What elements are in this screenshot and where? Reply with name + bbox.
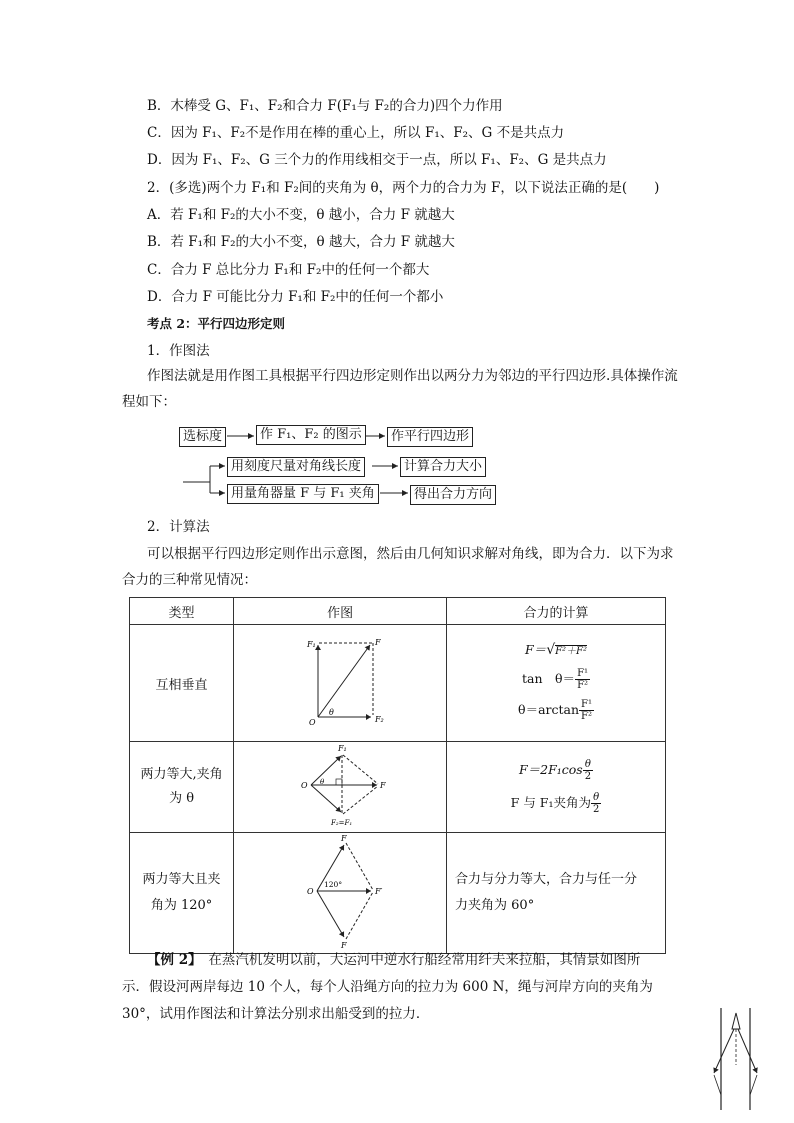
row1-diagram bbox=[234, 625, 447, 742]
equal-forces-diagram bbox=[235, 742, 445, 828]
formula-f-cos-lhs: F＝2F₁cos bbox=[518, 762, 583, 777]
formula-arctan-den: F² bbox=[581, 711, 592, 722]
label-o: O bbox=[309, 718, 316, 727]
formula-cos-num: θ bbox=[583, 759, 593, 771]
label-f2: F₂ bbox=[375, 715, 384, 724]
method-2-description: 可以根据平行四边形定则作出示意图，然后由几何知识求解对角线，即为合力．以下为求合力的三种常见情况： bbox=[122, 546, 674, 588]
label-theta: θ bbox=[320, 778, 325, 786]
example-2-text1: 在蒸汽机发明以前，大运河中逆水行船经常用纤夫来拉船，其情景如图所 bbox=[194, 952, 641, 968]
label-theta: θ bbox=[329, 708, 334, 717]
row2-type-line1: 两力等大,夹角 bbox=[140, 767, 223, 782]
label-f2: F₂=F₁ bbox=[331, 819, 353, 827]
river-boat-figure bbox=[700, 1005, 770, 1115]
flow-box-parallelogram: 作平行四边形 bbox=[387, 427, 473, 447]
flow-box-direction: 得出合力方向 bbox=[410, 485, 496, 505]
formula-angle-den: 2 bbox=[592, 804, 600, 815]
example-2-line2: 示．假设河两岸每边 10 个人，每个人沿绳方向的拉力为 600 N，绳与河岸方向的夹角为 bbox=[122, 979, 653, 995]
flow-box-draw-forces: 作 F₁、F₂ 的图示 bbox=[256, 425, 366, 445]
label-f: F bbox=[380, 781, 386, 790]
example-2-line1 bbox=[147, 951, 640, 969]
label-angle: 120° bbox=[324, 880, 343, 889]
table-row bbox=[130, 833, 666, 954]
option-d: D．因为 F₁、F₂、G 三个力的作用线相交于一点，所以 F₁、F₂、G 是共点力 bbox=[147, 152, 607, 168]
row2-type-line2: 为 θ bbox=[169, 791, 195, 806]
flow-box-measure-diagonal: 用刻度尺量对角线长度 bbox=[227, 457, 365, 477]
q2-option-d: D．合力 F 可能比分力 F₁和 F₂中的任何一个都小 bbox=[147, 289, 444, 305]
row3-type-line1: 两力等大且夹 bbox=[142, 872, 221, 887]
label-f-bottom: F bbox=[341, 941, 347, 949]
row3-type bbox=[130, 833, 234, 954]
formula-f-radicand: F²＋F² bbox=[555, 646, 588, 657]
formula-angle-num: θ bbox=[591, 792, 601, 804]
option-c: C．因为 F₁、F₂不是作用在棒的重心上，所以 F₁、F₂、G 不是共点力 bbox=[147, 125, 565, 141]
q2-option-a: A．若 F₁和 F₂的大小不变，θ 越小，合力 F 就越大 bbox=[147, 207, 455, 223]
table-row bbox=[130, 625, 666, 742]
perpendicular-forces-diagram bbox=[235, 625, 445, 737]
question-2: 2．(多选)两个力 F₁和 F₂间的夹角为 θ，两个力的合力为 F，以下说法正确的是( ) bbox=[147, 180, 660, 196]
label-f1: F₁ bbox=[307, 640, 316, 649]
row3-diagram bbox=[234, 833, 447, 954]
q2-option-b: B．若 F₁和 F₂的大小不变，θ 越大，合力 F 就越大 bbox=[147, 234, 455, 250]
example-2-line3: 30°，试用作图法和计算法分别求出船受到的拉力． bbox=[122, 1006, 430, 1022]
flow-box-compute-magnitude: 计算合力大小 bbox=[400, 457, 486, 477]
label-o: O bbox=[307, 887, 314, 896]
flow-box-measure-angle: 用量角器量 F 与 F₁ 夹角 bbox=[227, 484, 379, 504]
label-o: O bbox=[301, 781, 308, 790]
label-f1: F₁ bbox=[338, 744, 347, 753]
formula-arctan-lhs: θ＝arctan bbox=[518, 702, 580, 717]
row3-calc-line1: 合力与分力等大，合力与任一分 bbox=[455, 872, 638, 887]
formula-f-lhs: F＝ bbox=[525, 642, 547, 657]
row3-calculation bbox=[447, 833, 666, 954]
table-header-row bbox=[130, 598, 666, 625]
example-2-tag: 【例 2】 bbox=[147, 952, 195, 968]
method-1-description: 作图法就是用作图工具根据平行四边形定则作出以两分力为邻边的平行四边形.具体操作流程如下： bbox=[122, 368, 678, 410]
option-b: B．木棒受 G、F₁、F₂和合力 F(F₁与 F₂的合力)四个力作用 bbox=[147, 98, 503, 114]
label-f: F bbox=[375, 638, 381, 647]
resultant-force-table bbox=[129, 597, 666, 954]
topic-2-heading: 考点 2：平行四边形定则 bbox=[147, 316, 286, 331]
120-degree-forces-diagram bbox=[235, 833, 445, 949]
row1-calculation: F＝√F²＋F² tan θ＝ $\frac{\text{F¹}}{\text{F²}}$ θ＝arctan $\frac{\text{F¹}}{\text{F²}}$ bbox=[447, 625, 666, 742]
row2-calculation bbox=[447, 742, 666, 833]
table-row bbox=[130, 742, 666, 833]
formula-angle-lhs: F 与 F₁夹角为 bbox=[510, 795, 591, 810]
header-diagram: 作图 bbox=[234, 598, 447, 625]
formula-tan-lhs: tan θ＝ bbox=[522, 671, 576, 686]
method-2-heading: 2．计算法 bbox=[147, 519, 210, 535]
header-calculation: 合力的计算 bbox=[447, 598, 666, 625]
formula-cos-den: 2 bbox=[584, 771, 592, 782]
row2-type bbox=[130, 742, 234, 833]
formula-arctan-num: F¹ bbox=[581, 699, 592, 710]
method-1-heading: 1．作图法 bbox=[147, 343, 210, 359]
label-f-prime: F′ bbox=[375, 887, 383, 896]
header-type: 类型 bbox=[130, 598, 234, 625]
formula-tan-num: F¹ bbox=[577, 668, 589, 679]
row3-type-line2: 角为 120° bbox=[150, 898, 213, 913]
row3-calc-line2: 力夹角为 60° bbox=[455, 898, 535, 913]
flow-box-scale: 选标度 bbox=[179, 427, 226, 447]
row2-diagram bbox=[234, 742, 447, 833]
label-f-top: F bbox=[341, 834, 347, 843]
q2-option-c: C．合力 F 总比分力 F₁和 F₂中的任何一个都大 bbox=[147, 262, 430, 278]
row1-type: 互相垂直 bbox=[130, 625, 234, 742]
formula-tan-den: F² bbox=[577, 680, 589, 691]
